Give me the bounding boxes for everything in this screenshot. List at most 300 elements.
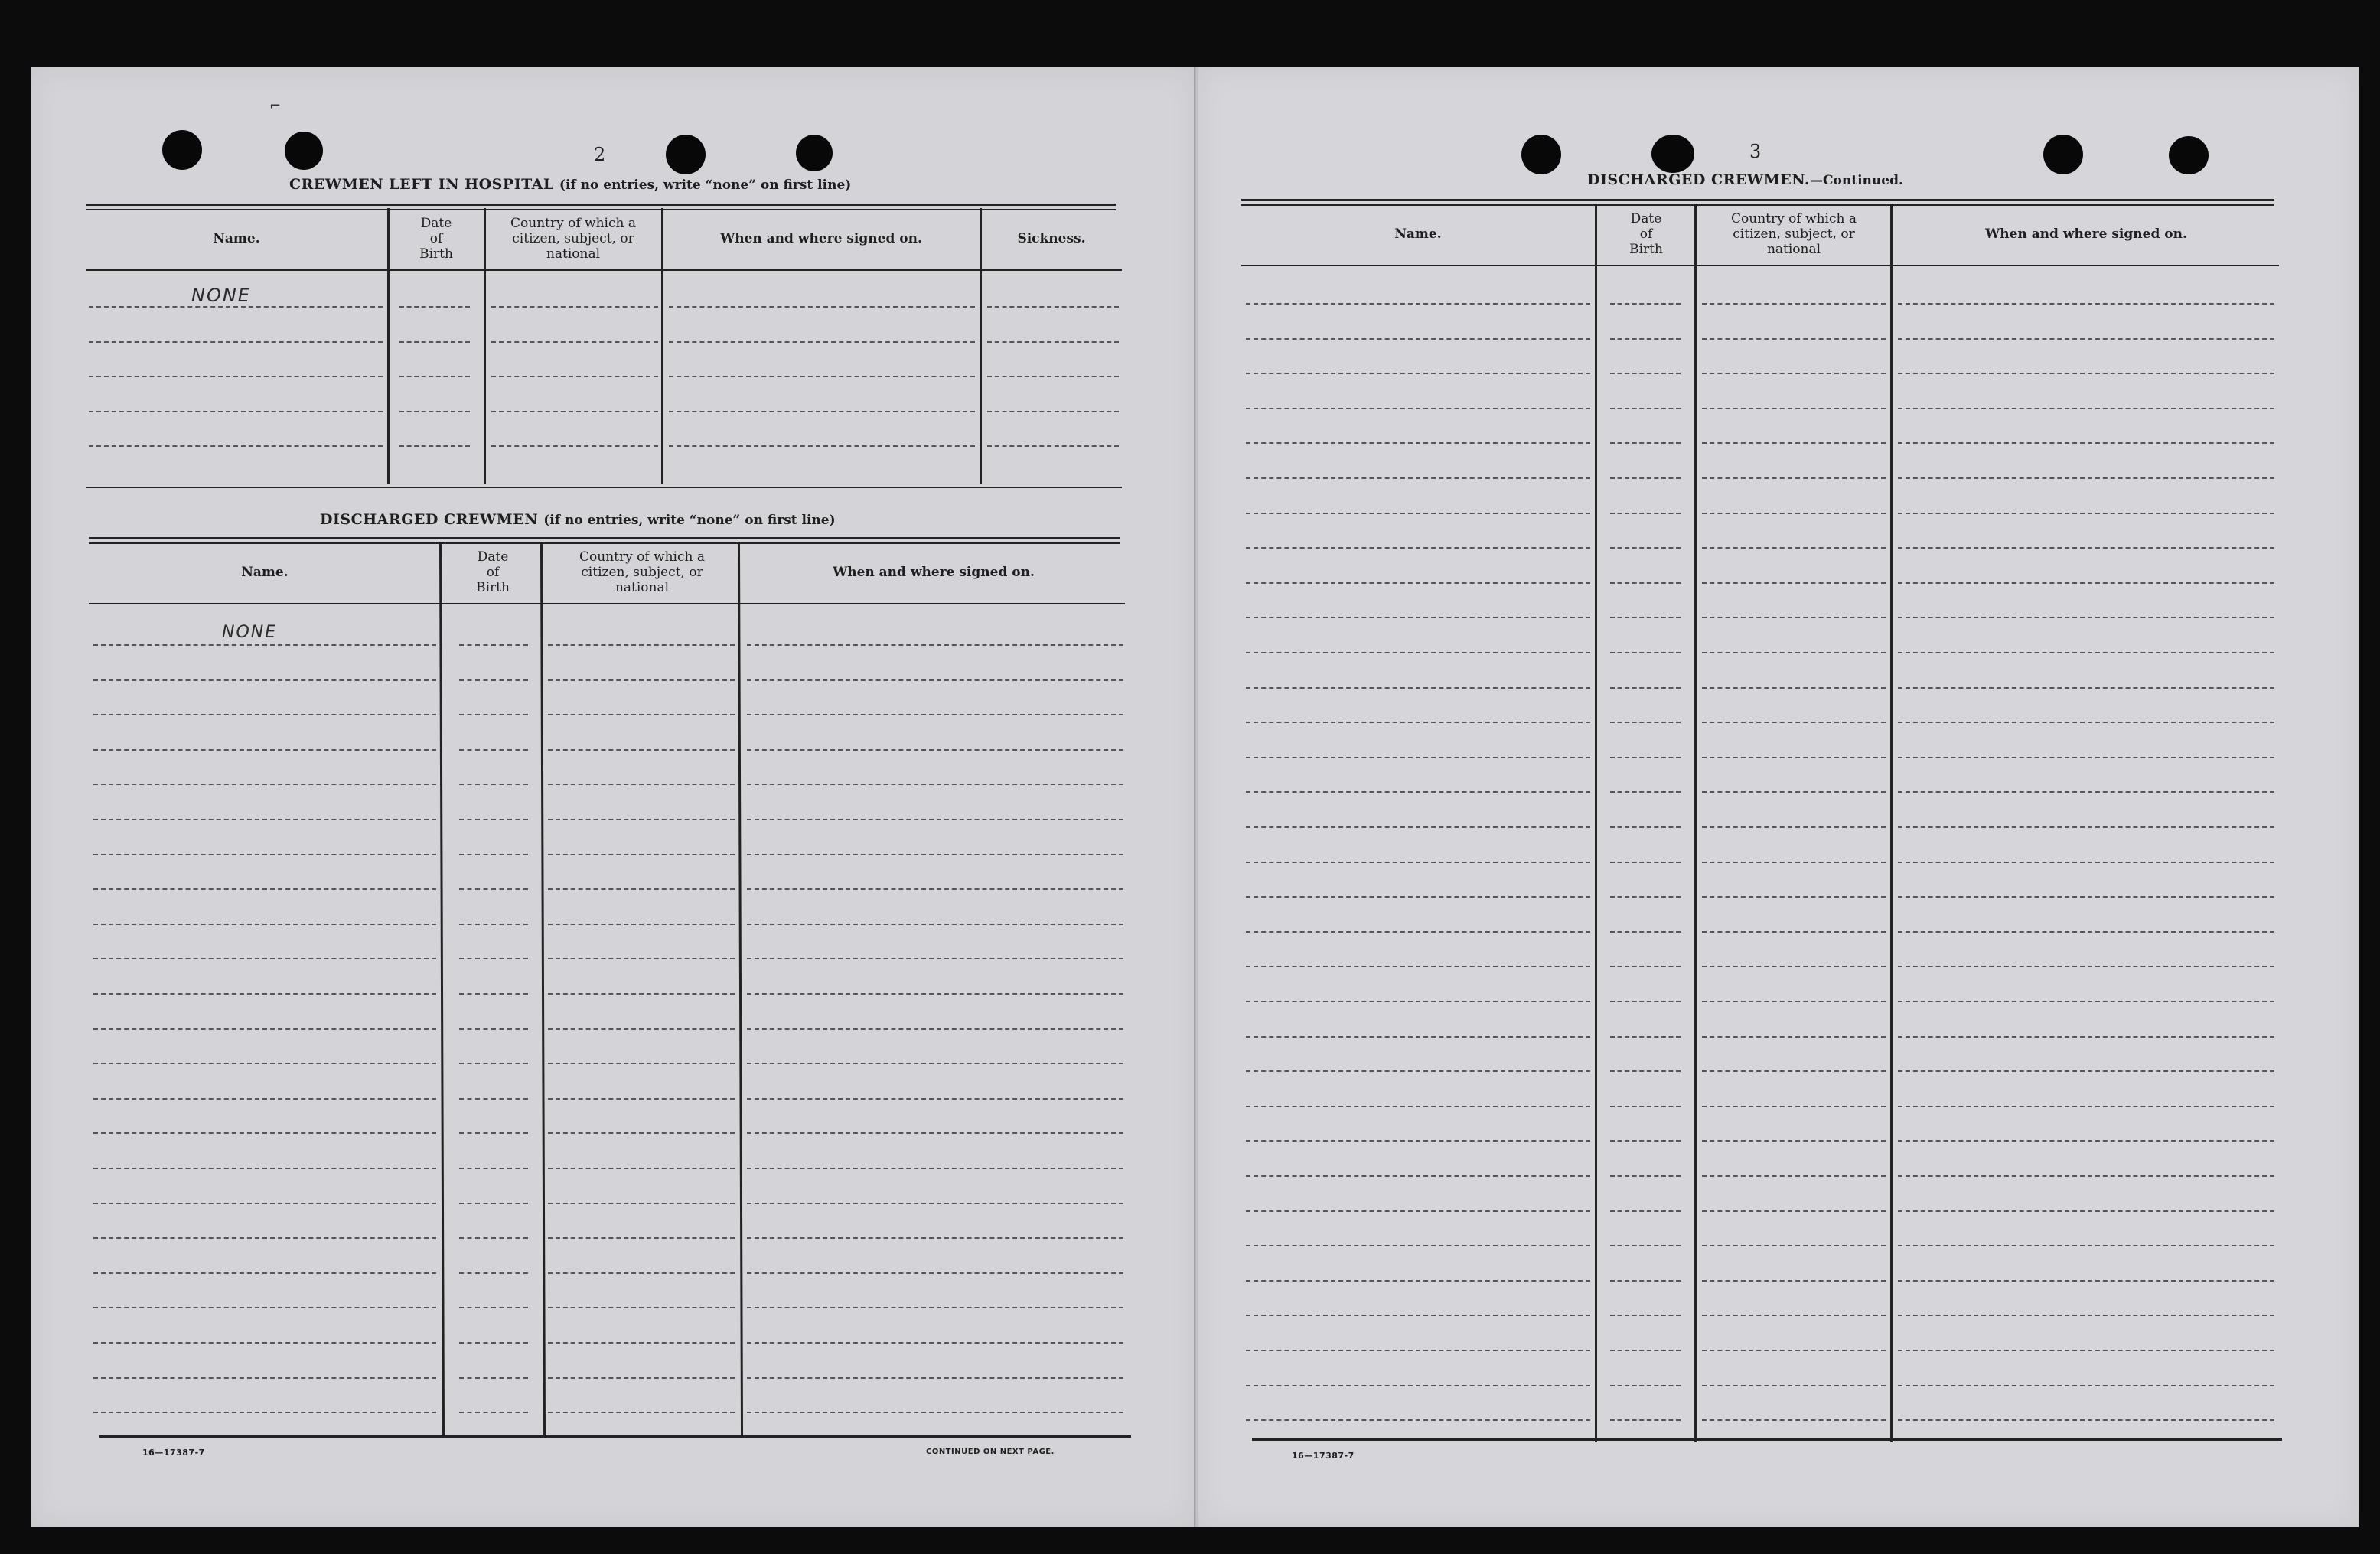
blank-entry-line: [548, 679, 735, 681]
blank-entry-line: [747, 1028, 1123, 1030]
blank-entry-line: [93, 1377, 436, 1379]
blank-entry-line: [1246, 477, 1590, 479]
punch-hole: [2169, 136, 2209, 174]
blank-entry-line: [1610, 1070, 1681, 1072]
blank-entry-line: [1610, 1001, 1681, 1002]
blank-entry-line: [1610, 1210, 1681, 1212]
blank-entry-line: [1702, 722, 1886, 723]
blank-entry-line: [1610, 303, 1681, 305]
blank-entry-line: [459, 644, 528, 646]
table-top-rule: [86, 204, 1116, 206]
blank-entry-line: [1246, 547, 1590, 549]
col-header-dob: [389, 216, 484, 262]
handwritten-entry: NONE: [191, 285, 251, 306]
blank-entry-line: [93, 714, 436, 715]
blank-entry-line: [987, 445, 1119, 447]
col-header-country-line: citizen, subject, or: [512, 231, 634, 246]
punch-hole: [796, 135, 833, 171]
discharged-instruction: (if no entries, write “none” on first line): [543, 513, 836, 528]
blank-entry-line: [459, 1377, 528, 1379]
blank-entry-line: [89, 376, 383, 377]
blank-entry-line: [1246, 791, 1590, 793]
blank-entry-line: [459, 1063, 528, 1064]
blank-entry-line: [548, 993, 735, 995]
blank-entry-line: [1246, 338, 1590, 340]
blank-entry-line: [747, 924, 1123, 925]
blank-entry-line: [1246, 617, 1590, 618]
blank-entry-line: [1610, 966, 1681, 967]
punch-hole: [1521, 135, 1561, 174]
col-header-sickness: Sickness.: [1017, 231, 1086, 246]
col-divider: [980, 208, 982, 484]
blank-entry-line: [1246, 722, 1590, 723]
blank-entry-line: [1898, 1350, 2274, 1351]
blank-entry-line: [548, 1342, 735, 1344]
blank-entry-line: [987, 411, 1119, 412]
col-divider: [1595, 204, 1597, 1442]
blank-entry-line: [1898, 442, 2274, 444]
blank-entry-line: [1702, 617, 1886, 618]
blank-entry-line: [747, 644, 1123, 646]
form-number: 16—17387-7: [142, 1448, 205, 1458]
col-header-signed: When and where signed on.: [833, 565, 1035, 580]
blank-entry-line: [1246, 1280, 1590, 1282]
blank-entry-line: [747, 749, 1123, 751]
blank-entry-line: [747, 819, 1123, 820]
blank-entry-line: [491, 376, 658, 377]
blank-entry-line: [1246, 1140, 1590, 1142]
blank-entry-line: [1610, 791, 1681, 793]
blank-entry-line: [1246, 1315, 1590, 1316]
col-divider: [1694, 204, 1697, 1442]
blank-entry-line: [987, 341, 1119, 343]
blank-entry-line: [548, 1272, 735, 1274]
blank-entry-line: [548, 1203, 735, 1204]
blank-entry-line: [548, 854, 735, 855]
col-header-country-line: Country of which a: [510, 216, 636, 231]
blank-entry-line: [1246, 757, 1590, 758]
blank-entry-line: [1702, 1036, 1886, 1038]
blank-entry-line: [459, 819, 528, 820]
blank-entry-line: [1898, 1315, 2274, 1316]
punch-hole: [666, 135, 706, 174]
blank-entry-line: [1610, 757, 1681, 758]
margin-mark: ⌐: [269, 98, 282, 114]
col-header-country: [485, 216, 661, 262]
blank-entry-line: [548, 1412, 735, 1413]
blank-entry-line: [747, 1098, 1123, 1100]
blank-entry-line: [459, 749, 528, 751]
blank-entry-line: [1246, 826, 1590, 828]
blank-entry-line: [93, 1342, 436, 1344]
blank-entry-line: [1246, 1350, 1590, 1351]
blank-entry-line: [1246, 1210, 1590, 1212]
blank-entry-line: [93, 1132, 436, 1134]
blank-entry-line: [93, 854, 436, 855]
blank-entry-line: [1610, 513, 1681, 514]
blank-entry-line: [747, 888, 1123, 890]
blank-entry-line: [747, 714, 1123, 715]
blank-entry-line: [1702, 1385, 1886, 1386]
hospital-instruction: (if no entries, write “none” on first line): [559, 178, 852, 193]
col-divider: [1890, 204, 1893, 1442]
discharged-title: DISCHARGED CREWMEN: [320, 511, 539, 528]
blank-entry-line: [1610, 617, 1681, 618]
blank-entry-line: [491, 341, 658, 343]
blank-entry-line: [1610, 862, 1681, 863]
blank-entry-line: [1246, 1245, 1590, 1246]
blank-entry-line: [89, 445, 383, 447]
blank-entry-line: [459, 1168, 528, 1169]
blank-entry-line: [1246, 442, 1590, 444]
blank-entry-line: [1898, 338, 2274, 340]
blank-entry-line: [459, 1307, 528, 1308]
blank-entry-line: [459, 1272, 528, 1274]
blank-entry-line: [93, 1412, 436, 1413]
blank-entry-line: [93, 1272, 436, 1274]
discharged-section-title: [320, 511, 836, 528]
blank-entry-line: [1702, 757, 1886, 758]
blank-entry-line: [93, 888, 436, 890]
blank-entry-line: [548, 1132, 735, 1134]
blank-entry-line: [1898, 1106, 2274, 1107]
blank-entry-line: [548, 1028, 735, 1030]
blank-entry-line: [548, 888, 735, 890]
blank-entry-line: [1610, 931, 1681, 933]
blank-entry-line: [1702, 826, 1886, 828]
blank-entry-line: [1246, 408, 1590, 409]
blank-entry-line: [1246, 931, 1590, 933]
blank-entry-line: [399, 411, 470, 412]
blank-entry-line: [548, 784, 735, 785]
blank-entry-line: [399, 445, 470, 447]
blank-entry-line: [1898, 1280, 2274, 1282]
col-header-dob-line: Date: [477, 549, 509, 565]
blank-entry-line: [1246, 303, 1590, 305]
blank-entry-line: [1702, 373, 1886, 374]
blank-entry-line: [1702, 1070, 1886, 1072]
blank-entry-line: [1702, 1106, 1886, 1107]
blank-entry-line: [1898, 582, 2274, 584]
blank-entry-line: [1610, 687, 1681, 689]
blank-entry-line: [1898, 826, 2274, 828]
blank-entry-line: [1898, 966, 2274, 967]
blank-entry-line: [747, 784, 1123, 785]
table-top-rule: [89, 542, 1120, 544]
blank-entry-line: [1898, 931, 2274, 933]
blank-entry-line: [747, 1203, 1123, 1204]
blank-entry-line: [747, 1132, 1123, 1134]
blank-entry-line: [1610, 1350, 1681, 1351]
blank-entry-line: [747, 1272, 1123, 1274]
blank-entry-line: [459, 784, 528, 785]
blank-entry-line: [1246, 966, 1590, 967]
blank-entry-line: [1702, 303, 1886, 305]
table-top-rule: [1241, 199, 2274, 201]
blank-entry-line: [1610, 1315, 1681, 1316]
blank-entry-line: [1898, 617, 2274, 618]
blank-entry-line: [459, 958, 528, 959]
col-header-name: Name.: [1394, 226, 1442, 242]
col-header-country-line: national: [1766, 242, 1821, 257]
blank-entry-line: [1702, 547, 1886, 549]
blank-entry-line: [89, 306, 383, 308]
blank-entry-line: [1610, 722, 1681, 723]
blank-entry-line: [548, 1098, 735, 1100]
blank-entry-line: [399, 341, 470, 343]
blank-entry-line: [459, 1132, 528, 1134]
blank-entry-line: [459, 888, 528, 890]
col-header-country-line: Country of which a: [1731, 211, 1857, 226]
blank-entry-line: [1702, 1210, 1886, 1212]
blank-entry-line: [987, 306, 1119, 308]
blank-entry-line: [1610, 1245, 1681, 1246]
blank-entry-line: [1610, 896, 1681, 898]
col-header-name: Name.: [213, 231, 260, 246]
blank-entry-line: [1610, 338, 1681, 340]
blank-entry-line: [1898, 722, 2274, 723]
blank-entry-line: [1898, 1210, 2274, 1212]
handwritten-entry: NONE: [222, 623, 278, 642]
blank-entry-line: [1898, 547, 2274, 549]
punch-hole: [1651, 135, 1694, 173]
blank-entry-line: [1702, 408, 1886, 409]
blank-entry-line: [1898, 373, 2274, 374]
blank-entry-line: [459, 1237, 528, 1239]
blank-entry-line: [1898, 1245, 2274, 1246]
blank-entry-line: [1898, 477, 2274, 479]
blank-entry-line: [1610, 582, 1681, 584]
blank-entry-line: [93, 1063, 436, 1064]
blank-entry-line: [93, 1203, 436, 1204]
blank-entry-line: [1610, 373, 1681, 374]
blank-entry-line: [459, 714, 528, 715]
col-divider: [661, 208, 663, 484]
blank-entry-line: [1702, 862, 1886, 863]
blank-entry-line: [1702, 1245, 1886, 1246]
col-header-dob: [1598, 211, 1694, 257]
blank-entry-line: [93, 924, 436, 925]
col-header-dob-line: of: [1639, 226, 1653, 242]
blank-entry-line: [1610, 547, 1681, 549]
blank-entry-line: [93, 1237, 436, 1239]
page-number: 3: [1749, 141, 1762, 162]
blank-entry-line: [491, 306, 658, 308]
blank-entry-line: [1610, 1419, 1681, 1421]
blank-entry-line: [1702, 652, 1886, 653]
right-title-suffix: —Continued.: [1810, 173, 1903, 188]
blank-entry-line: [1898, 513, 2274, 514]
blank-entry-line: [548, 1237, 735, 1239]
blank-entry-line: [1702, 687, 1886, 689]
blank-entry-line: [491, 445, 658, 447]
blank-entry-line: [1702, 896, 1886, 898]
blank-entry-line: [1246, 582, 1590, 584]
blank-entry-line: [93, 644, 436, 646]
blank-entry-line: [1610, 477, 1681, 479]
blank-entry-line: [747, 993, 1123, 995]
col-header-country-line: national: [615, 580, 670, 595]
blank-entry-line: [1246, 1419, 1590, 1421]
blank-entry-line: [1898, 791, 2274, 793]
table-top-rule: [1241, 204, 2274, 206]
blank-entry-line: [1898, 652, 2274, 653]
blank-entry-line: [747, 958, 1123, 959]
blank-entry-line: [548, 1063, 735, 1064]
blank-entry-line: [548, 924, 735, 925]
blank-entry-line: [1246, 652, 1590, 653]
header-rule: [86, 269, 1122, 271]
blank-entry-line: [93, 749, 436, 751]
blank-entry-line: [1702, 513, 1886, 514]
blank-entry-line: [1702, 1315, 1886, 1316]
right-section-title: [1587, 171, 1903, 188]
blank-entry-line: [93, 993, 436, 995]
right-page: [1198, 67, 2359, 1527]
col-header-country-line: citizen, subject, or: [1733, 226, 1855, 242]
col-header-dob-line: of: [486, 565, 500, 580]
blank-entry-line: [93, 958, 436, 959]
blank-entry-line: [1246, 862, 1590, 863]
blank-entry-line: [747, 1063, 1123, 1064]
blank-entry-line: [1898, 1385, 2274, 1386]
punch-hole: [2043, 135, 2083, 174]
header-rule: [89, 603, 1125, 604]
blank-entry-line: [1898, 1140, 2274, 1142]
blank-entry-line: [548, 819, 735, 820]
table-top-rule: [89, 537, 1120, 539]
blank-entry-line: [1246, 1001, 1590, 1002]
blank-entry-line: [1610, 1175, 1681, 1177]
blank-entry-line: [1610, 1036, 1681, 1038]
blank-entry-line: [1702, 1350, 1886, 1351]
blank-entry-line: [1898, 1175, 2274, 1177]
blank-entry-line: [1702, 931, 1886, 933]
blank-entry-line: [548, 1307, 735, 1308]
col-header-country-line: citizen, subject, or: [581, 565, 703, 580]
blank-entry-line: [548, 714, 735, 715]
blank-entry-line: [1246, 1036, 1590, 1038]
blank-entry-line: [89, 411, 383, 412]
col-header-country: [545, 549, 739, 595]
blank-entry-line: [747, 1377, 1123, 1379]
blank-entry-line: [1898, 1001, 2274, 1002]
blank-entry-line: [669, 376, 975, 377]
blank-entry-line: [1610, 826, 1681, 828]
col-header-name: Name.: [241, 565, 289, 580]
table-top-rule: [86, 209, 1116, 210]
blank-entry-line: [459, 679, 528, 681]
blank-entry-line: [1246, 373, 1590, 374]
blank-entry-line: [669, 341, 975, 343]
blank-entry-line: [1702, 582, 1886, 584]
table-bottom-rule: [1252, 1438, 2282, 1441]
blank-entry-line: [1898, 896, 2274, 898]
blank-entry-line: [93, 819, 436, 820]
blank-entry-line: [747, 1342, 1123, 1344]
blank-entry-line: [1610, 652, 1681, 653]
blank-entry-line: [1702, 966, 1886, 967]
form-number: 16—17387-7: [1292, 1451, 1355, 1461]
table-bottom-rule: [99, 1435, 1131, 1438]
blank-entry-line: [1702, 1175, 1886, 1177]
punch-hole: [285, 132, 323, 170]
blank-entry-line: [1702, 477, 1886, 479]
blank-entry-line: [987, 376, 1119, 377]
blank-entry-line: [1702, 1419, 1886, 1421]
blank-entry-line: [459, 1028, 528, 1030]
col-header-country: [1697, 211, 1890, 257]
blank-entry-line: [459, 1342, 528, 1344]
page-number: 2: [594, 144, 606, 165]
blank-entry-line: [1898, 303, 2274, 305]
blank-entry-line: [1610, 1106, 1681, 1107]
blank-entry-line: [1898, 1070, 2274, 1072]
blank-entry-line: [548, 644, 735, 646]
blank-entry-line: [548, 749, 735, 751]
blank-entry-line: [548, 958, 735, 959]
blank-entry-line: [93, 1168, 436, 1169]
col-header-dob-line: Birth: [419, 246, 453, 262]
blank-entry-line: [1246, 1385, 1590, 1386]
continued-note: CONTINUED ON NEXT PAGE.: [926, 1448, 1055, 1456]
blank-entry-line: [1702, 791, 1886, 793]
punch-hole: [162, 130, 202, 170]
header-rule: [1241, 265, 2279, 266]
blank-entry-line: [548, 1377, 735, 1379]
col-header-dob: [444, 549, 542, 595]
blank-entry-line: [491, 411, 658, 412]
blank-entry-line: [1246, 513, 1590, 514]
blank-entry-line: [1898, 757, 2274, 758]
blank-entry-line: [548, 1168, 735, 1169]
col-header-signed: When and where signed on.: [720, 231, 922, 246]
blank-entry-line: [1702, 1280, 1886, 1282]
blank-entry-line: [1898, 1419, 2274, 1421]
right-title: DISCHARGED CREWMEN.: [1587, 171, 1811, 188]
col-header-country-line: Country of which a: [579, 549, 705, 565]
blank-entry-line: [1702, 338, 1886, 340]
blank-entry-line: [1246, 1106, 1590, 1107]
blank-entry-line: [93, 1028, 436, 1030]
blank-entry-line: [1702, 442, 1886, 444]
blank-entry-line: [669, 306, 975, 308]
blank-entry-line: [1898, 862, 2274, 863]
blank-entry-line: [93, 1307, 436, 1308]
blank-entry-line: [1702, 1001, 1886, 1002]
blank-entry-line: [1610, 1385, 1681, 1386]
blank-entry-line: [747, 1307, 1123, 1308]
blank-entry-line: [1246, 687, 1590, 689]
blank-entry-line: [93, 1098, 436, 1100]
blank-entry-line: [93, 679, 436, 681]
blank-entry-line: [459, 1412, 528, 1413]
blank-entry-line: [669, 411, 975, 412]
col-header-dob-line: Birth: [1629, 242, 1663, 257]
blank-entry-line: [1610, 1140, 1681, 1142]
col-header-dob-line: Date: [1630, 211, 1662, 226]
blank-entry-line: [459, 993, 528, 995]
blank-entry-line: [1246, 1070, 1590, 1072]
blank-entry-line: [1898, 1036, 2274, 1038]
blank-entry-line: [399, 376, 470, 377]
blank-entry-line: [459, 1098, 528, 1100]
blank-entry-line: [459, 1203, 528, 1204]
blank-entry-line: [93, 784, 436, 785]
blank-entry-line: [1246, 1175, 1590, 1177]
col-header-country-line: national: [546, 246, 601, 262]
col-header-dob-line: of: [429, 231, 443, 246]
